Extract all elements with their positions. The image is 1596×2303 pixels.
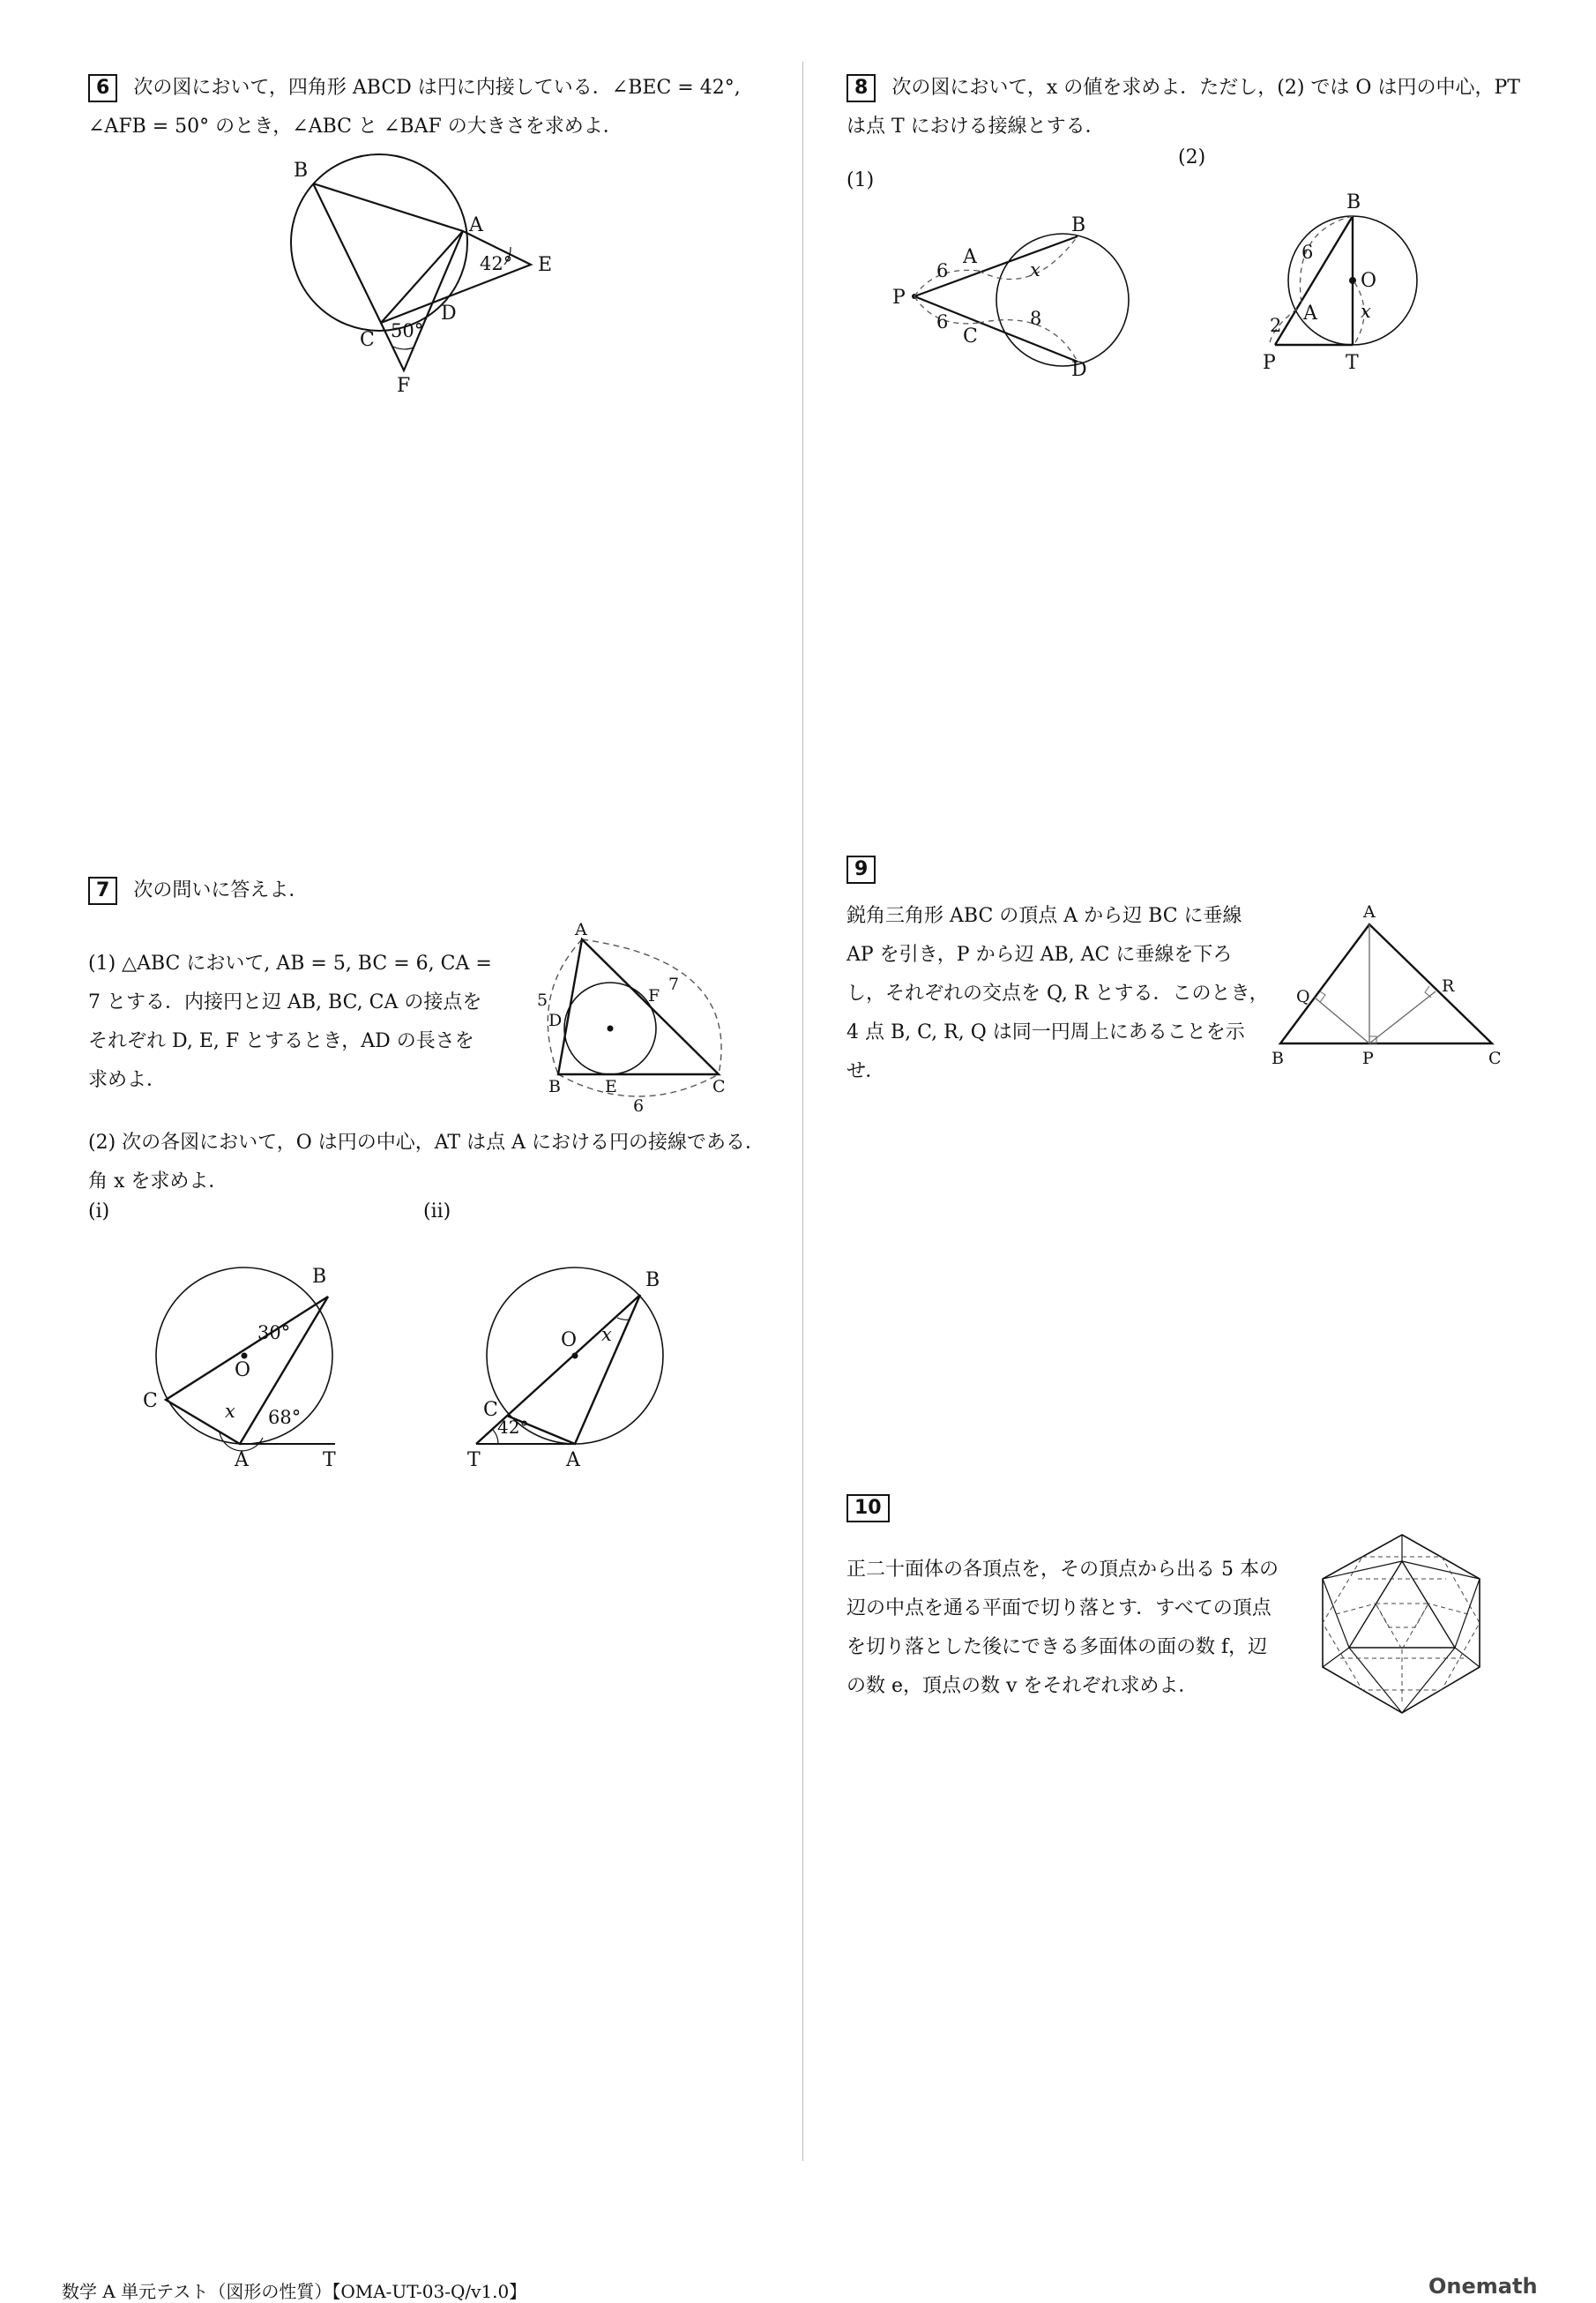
q6-label-d: D: [441, 303, 457, 325]
q7i-label-o: O: [235, 1359, 251, 1381]
q9-label-r: R: [1442, 976, 1455, 996]
q8a-length-x: x: [1030, 259, 1040, 280]
q7ii-label-a: A: [566, 1449, 580, 1471]
q8-text: 8 次の図において，x の値を求めよ．ただし，(2) では O は円の中心，PT は点 T における接線とする．: [846, 69, 1520, 146]
q8-number: 8: [846, 74, 876, 102]
q8b-label-t: T: [1346, 352, 1359, 374]
q7-number: 7: [88, 877, 117, 905]
q8a-label-b: B: [1071, 214, 1086, 236]
q7-sub-i: (i): [88, 1200, 110, 1223]
q8b-label-b: B: [1346, 191, 1361, 213]
q7-part2-text: (2) 次の各図において，O は円の中心，AT は点 A における円の接線である． 角 x を求めよ．: [88, 1132, 764, 1193]
footer-logo: Onemath: [1428, 2274, 1538, 2299]
q7i-label-a: A: [235, 1449, 249, 1471]
q8b-length-pa: 2: [1270, 315, 1282, 336]
q7ii-label-o: O: [561, 1329, 578, 1351]
q8b-label-p: P: [1263, 352, 1276, 374]
q7ii-label-b: B: [645, 1269, 660, 1291]
q9-label-a: A: [1363, 902, 1376, 922]
q7-label-a: A: [575, 920, 587, 939]
footer-left: 数学 A 単元テスト（図形の性質）【OMA-UT-03-Q/v1.0】: [62, 2281, 527, 2302]
q8b-length-x: x: [1361, 301, 1371, 322]
q7-label-b: B: [548, 1077, 561, 1096]
q8a-length-pc: 6: [936, 311, 949, 333]
q9-label-p: P: [1362, 1049, 1374, 1068]
q7i-angle-30: 30°: [257, 1322, 291, 1343]
q8b-label-o: O: [1361, 270, 1377, 292]
q7ii-angle-42: 42°: [497, 1417, 529, 1438]
q8b-length-ab: 6: [1301, 242, 1314, 263]
q10-number: 10: [846, 1494, 890, 1522]
q6-label-a: A: [469, 214, 483, 236]
q7i-angle-x: x: [225, 1401, 235, 1422]
q7ii-label-c: C: [483, 1399, 498, 1421]
q7-length-ca: 7: [668, 975, 680, 994]
q8a-label-p: P: [892, 287, 906, 309]
q8a-length-pa: 6: [936, 260, 949, 281]
q7ii-label-t: T: [467, 1449, 481, 1471]
q8a-label-d: D: [1071, 359, 1087, 381]
q7-label-c: C: [712, 1077, 726, 1096]
q6-label-c: C: [360, 329, 375, 351]
q9-number: 9: [846, 856, 876, 884]
q10-text: 正二十面体の各頂点を，その頂点から出る 5 本の 辺の中点を通る平面で切り落とす．すべての頂点 を切り落とした後にできる多面体の面の数 f，辺 の数 e，頂点の数 v をそれぞれ求めよ．: [846, 1559, 1279, 1697]
q7-sub-ii: (ii): [423, 1200, 451, 1223]
q9-label-b: B: [1272, 1049, 1284, 1068]
q6-label-e: E: [538, 254, 553, 276]
q8a-label-c: C: [963, 325, 978, 348]
q9-label-q: Q: [1296, 987, 1310, 1006]
q7ii-angle-x: x: [601, 1324, 612, 1345]
q8-sub2: (2): [1178, 146, 1206, 168]
q6-text: 6 次の図において，四角形 ABCD は円に内接している．∠BEC = 42°, ∠AFB = 50° のとき，∠ABC と ∠BAF の大きさを求めよ．: [88, 69, 741, 146]
q8a-label-a: A: [963, 246, 977, 268]
q8-sub1: (1): [846, 169, 875, 191]
q7-label-f: F: [648, 986, 660, 1006]
q7i-label-b: B: [312, 1266, 327, 1288]
q7-length-bc: 6: [633, 1096, 645, 1116]
q7i-label-c: C: [143, 1390, 158, 1412]
q7-part1-text: (1) △ABC において, AB = 5, BC = 6, CA = 7 とする．内接円と辺 AB, BC, CA の接点を それぞれ D, E, F とするとき，AD の長さを 求めよ．: [88, 953, 492, 1091]
q6-number: 6: [88, 74, 117, 102]
q9-text: 鋭角三角形 ABC の頂点 A から辺 BC に垂線 AP を引き，P から辺 AB, AC に垂線を下ろ し，それぞれの交点を Q, R とする．このとき， 4 点 B, C, R, Q は同一円周上にあることを示 せ．: [846, 905, 1269, 1082]
q7i-angle-68: 68°: [268, 1407, 302, 1428]
q8a-length-cd: 8: [1030, 308, 1042, 329]
q7-intro: 7 次の問いに答えよ．: [88, 871, 308, 910]
q7i-label-t: T: [323, 1449, 336, 1471]
q6-angle-e: 42°: [480, 253, 513, 274]
q6-label-f: F: [397, 375, 411, 397]
q9-label-c: C: [1488, 1049, 1502, 1068]
q7-length-ab: 5: [537, 991, 548, 1010]
q6-label-b: B: [294, 160, 309, 182]
q7-label-e: E: [605, 1077, 617, 1096]
q8b-label-a: A: [1303, 303, 1317, 325]
q7-label-d: D: [548, 1011, 563, 1030]
q6-angle-f: 50°: [391, 320, 424, 341]
